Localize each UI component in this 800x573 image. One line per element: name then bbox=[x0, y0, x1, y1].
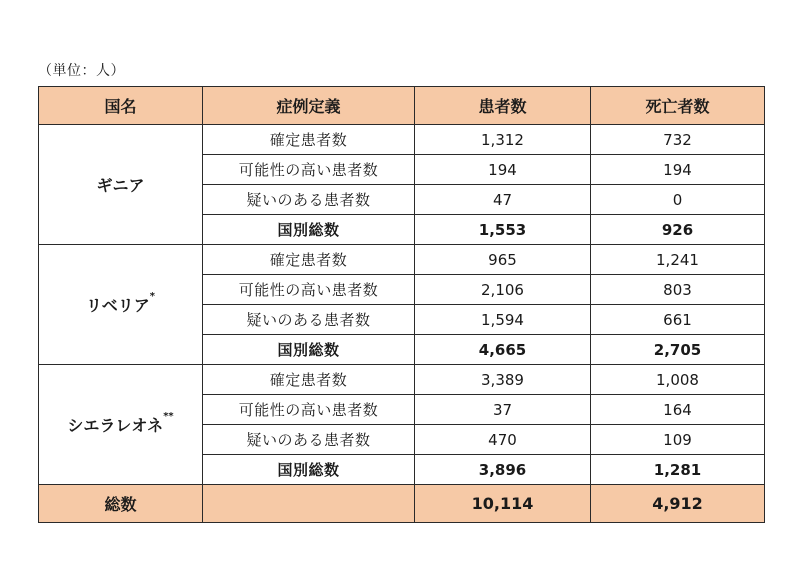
definition-cell: 可能性の高い患者数 bbox=[203, 155, 415, 185]
cases-cell: 47 bbox=[415, 185, 591, 215]
country-note: ** bbox=[163, 411, 174, 422]
subtotal-label: 国別総数 bbox=[203, 215, 415, 245]
definition-cell: 確定患者数 bbox=[203, 365, 415, 395]
deaths-cell: 1,008 bbox=[591, 365, 765, 395]
cases-cell: 1,312 bbox=[415, 125, 591, 155]
country-cell-liberia bbox=[39, 245, 203, 365]
deaths-cell: 0 bbox=[591, 185, 765, 215]
grand-total-row bbox=[39, 485, 765, 523]
table-row bbox=[39, 245, 765, 275]
header-cases: 患者数 bbox=[415, 87, 591, 125]
grand-total-cases: 10,114 bbox=[415, 485, 591, 523]
country-note: * bbox=[149, 291, 155, 302]
subtotal-label: 国別総数 bbox=[203, 335, 415, 365]
deaths-cell: 803 bbox=[591, 275, 765, 305]
cases-cell: 470 bbox=[415, 425, 591, 455]
subtotal-deaths: 926 bbox=[591, 215, 765, 245]
country-cell-guinea bbox=[39, 125, 203, 245]
subtotal-label: 国別総数 bbox=[203, 455, 415, 485]
cases-cell: 1,594 bbox=[415, 305, 591, 335]
deaths-cell: 194 bbox=[591, 155, 765, 185]
deaths-cell: 109 bbox=[591, 425, 765, 455]
subtotal-cases: 1,553 bbox=[415, 215, 591, 245]
country-name: リベリア bbox=[86, 296, 150, 315]
deaths-cell: 661 bbox=[591, 305, 765, 335]
table-row bbox=[39, 125, 765, 155]
grand-total-label: 総数 bbox=[39, 485, 203, 523]
subtotal-cases: 3,896 bbox=[415, 455, 591, 485]
definition-cell: 疑いのある患者数 bbox=[203, 185, 415, 215]
definition-cell: 可能性の高い患者数 bbox=[203, 275, 415, 305]
country-name: シエラレオネ bbox=[67, 416, 164, 435]
unit-note: （単位：人） bbox=[38, 63, 125, 79]
cases-cell: 3,389 bbox=[415, 365, 591, 395]
deaths-cell: 1,241 bbox=[591, 245, 765, 275]
cases-cell: 194 bbox=[415, 155, 591, 185]
header-deaths: 死亡者数 bbox=[591, 87, 765, 125]
deaths-cell: 164 bbox=[591, 395, 765, 425]
country-name: ギニア bbox=[96, 176, 145, 195]
definition-cell: 確定患者数 bbox=[203, 125, 415, 155]
grand-total-empty bbox=[203, 485, 415, 523]
grand-total-deaths: 4,912 bbox=[591, 485, 765, 523]
subtotal-deaths: 1,281 bbox=[591, 455, 765, 485]
deaths-cell: 732 bbox=[591, 125, 765, 155]
header-country: 国名 bbox=[39, 87, 203, 125]
ebola-cases-table bbox=[38, 86, 765, 523]
country-cell-sierra-leone bbox=[39, 365, 203, 485]
subtotal-cases: 4,665 bbox=[415, 335, 591, 365]
header-definition: 症例定義 bbox=[203, 87, 415, 125]
definition-cell: 疑いのある患者数 bbox=[203, 305, 415, 335]
cases-cell: 2,106 bbox=[415, 275, 591, 305]
definition-cell: 確定患者数 bbox=[203, 245, 415, 275]
cases-cell: 37 bbox=[415, 395, 591, 425]
cases-cell: 965 bbox=[415, 245, 591, 275]
definition-cell: 疑いのある患者数 bbox=[203, 425, 415, 455]
definition-cell: 可能性の高い患者数 bbox=[203, 395, 415, 425]
header-row bbox=[39, 87, 765, 125]
table-row bbox=[39, 365, 765, 395]
subtotal-deaths: 2,705 bbox=[591, 335, 765, 365]
